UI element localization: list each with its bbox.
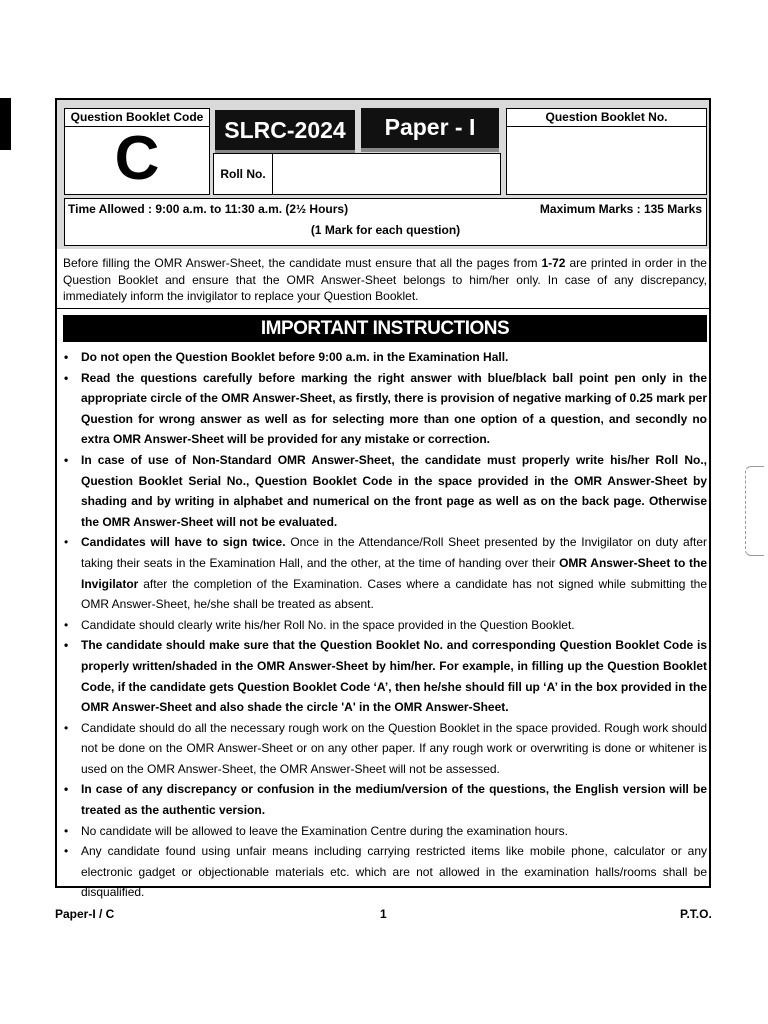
footer-pto: P.T.O. xyxy=(680,907,712,921)
roll-no-label: Roll No. xyxy=(214,154,273,194)
instruction-item: • No candidate will be allowed to leave the Examination Centre during the examination hours. xyxy=(63,821,707,842)
exam-title: SLRC-2024 xyxy=(215,110,355,150)
instruction-text: Once in the Attendance/Roll Sheet presented by the Invigilator on duty after taking their seats in the Examination Hall, and the other, at the time of handing over their xyxy=(81,535,707,570)
instruction-item: • Do not open the Question Booklet before 9:00 a.m. in the Examination Hall. xyxy=(63,347,707,368)
instruction-item: • In case of any discrepancy or confusion in the medium/version of the questions, the English version will be treated as the authentic version. xyxy=(63,779,707,820)
preface-part: Before filling the OMR Answer-Sheet, the candidate must ensure that all the pages from xyxy=(63,256,542,270)
time-allowed: Time Allowed : 9:00 a.m. to 11:30 a.m. (2½ Hours) xyxy=(68,202,349,216)
instructions-list xyxy=(63,347,707,903)
booklet-code-label: Question Booklet Code xyxy=(65,109,209,127)
footer-paper-code: Paper-I / C xyxy=(55,907,115,921)
instruction-bold: OMR Answer-Sheet to the Invigilator xyxy=(81,555,708,591)
instruction-text: after the completion of the Examination. Cases where a candidate has not signed while submitting the OMR Answer-Sheet, he/she shall be treated as absent. xyxy=(81,576,707,612)
booklet-code-letter: C xyxy=(114,124,160,193)
time-marks-box xyxy=(64,198,707,246)
margin-dashed-bracket xyxy=(745,466,764,556)
mark-per-question: (1 Mark for each question) xyxy=(310,223,461,237)
paper-title: Paper - I xyxy=(361,108,499,148)
preface-text xyxy=(63,255,707,305)
instruction-item xyxy=(63,532,707,614)
instruction-item: • Candidate should clearly write his/her Roll No. in the space provided in the Question Booklet. xyxy=(63,615,707,636)
cover-frame xyxy=(55,98,711,900)
booklet-code-box xyxy=(64,108,210,195)
divider xyxy=(57,308,709,309)
instruction-item: • The candidate should make sure that the Question Booklet No. and corresponding Question Booklet Code is properly written/shaded in the OMR Answer-Sheet by him/her. For example, in filling up the Question Booklet Code, if the candidate gets Question Booklet Code ‘A’, then he/she should fill up ‘A’ in the box provided in the OMR Answer-Sheet and also shade the circle 'A' in the OMR Answer-Sheet. xyxy=(63,635,707,717)
preface-pages: 1-72 xyxy=(541,256,566,270)
instruction-bold: Candidates will have to sign twice. xyxy=(81,535,286,550)
instruction-item: • Any candidate found using unfair means including carrying restricted items like mobile phone, calculator or any electronic gadget or objectionable materials etc. which are not allowed in the examination halls/rooms shall be disqualified. xyxy=(63,841,707,903)
header-block xyxy=(57,100,709,249)
maximum-marks: Maximum Marks : 135 Marks xyxy=(539,202,702,216)
instruction-item: • Read the questions carefully before marking the right answer with blue/black ball point pen only in the appropriate circle of the OMR Answer-Sheet, as firstly, there is provision of negative marking of 0.25 mark per Question for wrong answer as well as for selecting more than one option of a question, and secondly no extra OMR Answer-Sheet will be provided for any mistake or correction. xyxy=(63,368,707,450)
instruction-item: • In case of use of Non-Standard OMR Answer-Sheet, the candidate must properly write his/her Roll No., Question Booklet Serial No., Question Booklet Code in the space provided in the OMR Answer-Sheet by shading and by writing in alphabet and numerical on the front page as well as on the back page. Otherwise the OMR Answer-Sheet will not be evaluated. xyxy=(63,450,707,532)
roll-no-box xyxy=(213,153,501,195)
booklet-number-box xyxy=(506,108,707,195)
instructions-banner: IMPORTANT INSTRUCTIONS xyxy=(63,315,707,342)
footer-page-number: 1 xyxy=(380,907,387,921)
preface-part: are printed in order in the Question Booklet and ensure that the OMR Answer-Sheet belongs to him/her only. In case of any discrepancy, immediately inform the invigilator to replace your Question Booklet. xyxy=(63,256,707,303)
edge-tab-marker xyxy=(0,98,11,150)
instruction-item: • Candidate should do all the necessary rough work on the Question Booklet in the space provided. Rough work should not be done on the OMR Answer-Sheet or on any other paper. If any rough work or overwriting is done or whitener is used on the OMR Answer-Sheet, the OMR Answer-Sheet will not be assessed. xyxy=(63,718,707,780)
booklet-number-label: Question Booklet No. xyxy=(507,109,706,127)
